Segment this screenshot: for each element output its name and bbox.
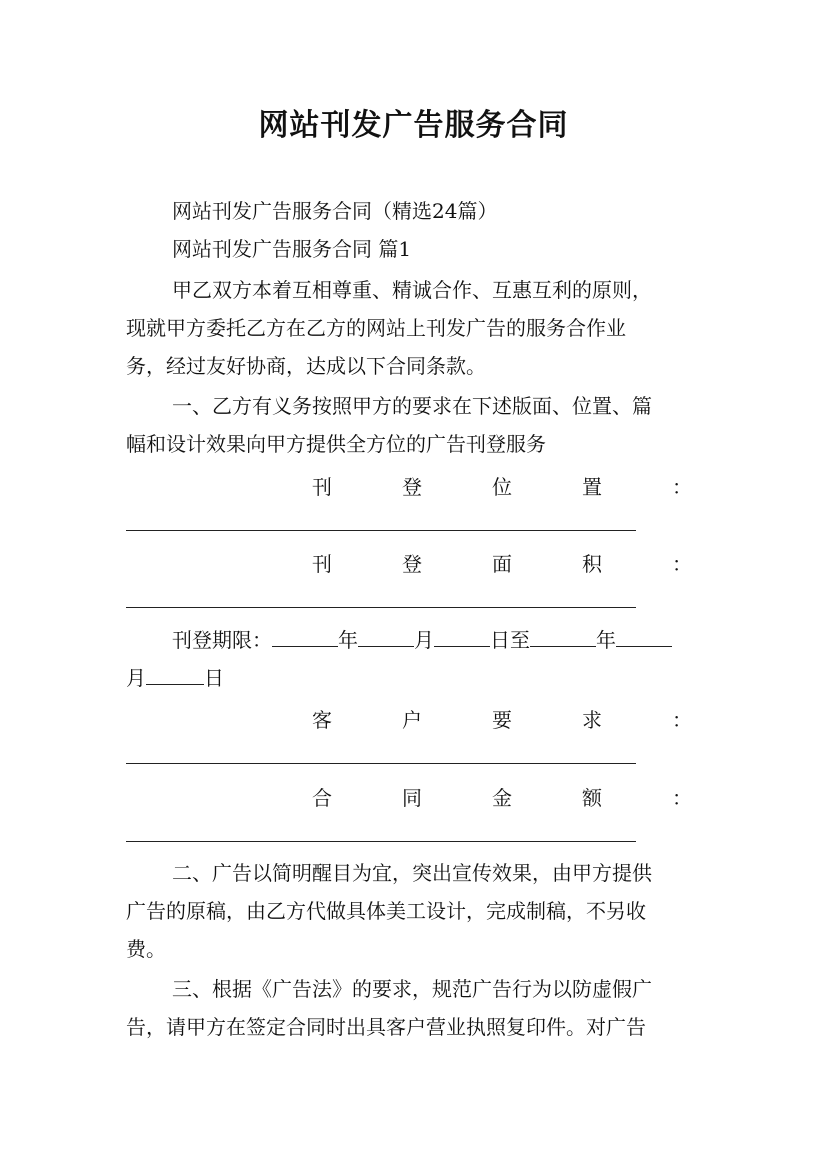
intro-line-1: 甲乙双方本着互相尊重、精诚合作、互惠互利的原则， xyxy=(172,278,652,302)
period-line-2 xyxy=(126,665,706,691)
period-line-1 xyxy=(126,627,752,653)
field-char: 求 xyxy=(582,708,602,732)
field-requirements-blank[interactable] xyxy=(126,763,636,764)
period-month-1: 月 xyxy=(414,628,434,652)
period-year-1: 年 xyxy=(338,628,358,652)
subtitle: 网站刊发广告服务合同（精选24篇） xyxy=(172,199,498,223)
field-char: 登 xyxy=(402,552,422,576)
intro-line-2: 现就甲方委托乙方在乙方的网站上刊发广告的服务合作业 xyxy=(126,316,626,340)
field-char: 置 xyxy=(582,475,602,499)
period-label: 刊登期限： xyxy=(172,628,272,652)
field-char: 同 xyxy=(402,786,422,810)
field-position-label xyxy=(312,471,692,500)
field-char: 户 xyxy=(402,708,422,732)
period-month-2: 月 xyxy=(126,666,146,690)
clause2-line-1: 二、广告以简明醒目为宜，突出宣传效果，由甲方提供 xyxy=(172,861,652,885)
field-char: 登 xyxy=(402,475,422,499)
field-area-blank[interactable] xyxy=(126,607,636,608)
field-char: 金 xyxy=(492,786,512,810)
field-colon: ： xyxy=(672,708,692,732)
clause2-line-3: 费。 xyxy=(126,937,166,961)
day-blank-2[interactable] xyxy=(146,666,204,685)
clause1-line-2: 幅和设计效果向甲方提供全方位的广告刊登服务 xyxy=(126,432,546,456)
year-blank-1[interactable] xyxy=(272,628,338,647)
field-char: 额 xyxy=(582,786,602,810)
period-year-2: 年 xyxy=(596,628,616,652)
field-area-label xyxy=(312,548,692,577)
field-amount-label xyxy=(312,782,692,811)
day-blank-1[interactable] xyxy=(434,628,490,647)
field-amount-blank[interactable] xyxy=(126,841,636,842)
field-colon: ： xyxy=(672,475,692,499)
field-char: 刊 xyxy=(312,475,332,499)
field-char: 积 xyxy=(582,552,602,576)
month-blank-1[interactable] xyxy=(358,628,414,647)
clause3-line-1: 三、根据《广告法》的要求，规范广告行为以防虚假广 xyxy=(172,977,652,1001)
field-char: 刊 xyxy=(312,552,332,576)
field-char: 客 xyxy=(312,708,332,732)
month-blank-2-start[interactable] xyxy=(616,628,672,647)
article-heading: 网站刊发广告服务合同 篇1 xyxy=(172,237,412,261)
period-day-2: 日 xyxy=(204,666,224,690)
intro-line-3: 务，经过友好协商，达成以下合同条款。 xyxy=(126,354,486,378)
field-char: 面 xyxy=(492,552,512,576)
field-char: 位 xyxy=(492,475,512,499)
document-title: 网站刊发广告服务合同 xyxy=(258,108,569,143)
field-char: 合 xyxy=(312,786,332,810)
field-requirements-label xyxy=(312,704,692,733)
period-day-to: 日至 xyxy=(490,628,530,652)
year-blank-2[interactable] xyxy=(530,628,596,647)
field-char: 要 xyxy=(492,708,512,732)
field-colon: ： xyxy=(672,786,692,810)
clause1-line-1: 一、乙方有义务按照甲方的要求在下述版面、位置、篇 xyxy=(172,394,652,418)
clause3-line-2: 告，请甲方在签定合同时出具客户营业执照复印件。对广告 xyxy=(126,1015,646,1039)
field-position-blank[interactable] xyxy=(126,530,636,531)
field-colon: ： xyxy=(672,552,692,576)
clause2-line-2: 广告的原稿，由乙方代做具体美工设计，完成制稿，不另收 xyxy=(126,899,646,923)
